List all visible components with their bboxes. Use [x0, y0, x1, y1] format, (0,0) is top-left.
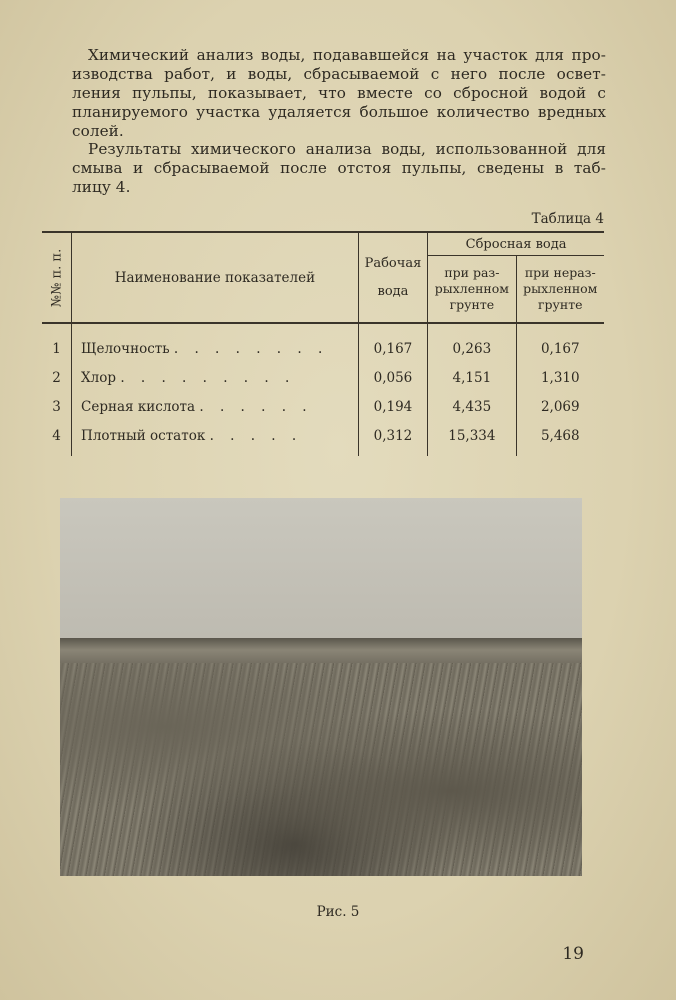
- row-work: 0,312: [358, 421, 427, 456]
- row-name-text: Хлор: [81, 369, 117, 386]
- header-num: [42, 232, 72, 323]
- header-unloose-soil: [516, 256, 604, 324]
- row-loose: 4,435: [428, 392, 516, 421]
- text-line: Химический анализ воды, подававшейся на участок для про-: [88, 46, 606, 64]
- text-line: лицу 4.: [72, 178, 131, 196]
- text-line: смыва и сбрасываемой после отстоя пульпы, сведены в таб-: [72, 159, 606, 177]
- header-name: Наименование показателей: [72, 232, 359, 323]
- row-unloose: 2,069: [516, 392, 604, 421]
- row-unloose: 5,468: [516, 421, 604, 456]
- paragraph-analysis: [72, 46, 606, 141]
- row-loose: 4,151: [428, 363, 516, 392]
- row-name: [72, 363, 359, 392]
- leader-dots: . . . . . . . .: [173, 340, 329, 357]
- row-loose: 15,334: [428, 421, 516, 456]
- paragraph-results: [72, 140, 606, 197]
- row-name: [72, 323, 359, 363]
- photo-ground: [60, 663, 582, 876]
- row-unloose: 0,167: [516, 323, 604, 363]
- table-row: [42, 363, 604, 392]
- row-name-text: Серная кислота: [81, 398, 196, 415]
- landscape-photo: [60, 498, 582, 876]
- header-work-line2: вода: [377, 283, 409, 299]
- row-num: 2: [52, 369, 61, 386]
- header-loose-l3: грунте: [449, 297, 495, 312]
- header-work-line1: Рабочая: [364, 255, 422, 271]
- table-row: [42, 323, 604, 363]
- leader-dots: . . . . . .: [199, 398, 313, 415]
- row-work: 0,167: [358, 323, 427, 363]
- table-caption: Таблица 4: [531, 211, 604, 227]
- header-unloose-l2: рыхленном: [523, 281, 598, 296]
- row-name: [72, 421, 359, 456]
- row-work: 0,194: [358, 392, 427, 421]
- leader-dots: . . . . . . . . .: [120, 369, 296, 386]
- text-line: изводства работ, и воды, сбрасываемой с него после освет-: [72, 65, 606, 83]
- header-unloose-l3: грунте: [538, 297, 583, 312]
- row-num: 1: [52, 340, 61, 357]
- header-unloose-l1: при нераз-: [524, 265, 596, 280]
- row-name: [72, 392, 359, 421]
- row-num: 3: [52, 398, 61, 415]
- header-loose-l2: рыхленном: [434, 281, 509, 296]
- photo-sky: [60, 498, 582, 648]
- header-work-water: [358, 232, 427, 323]
- page-number: 19: [562, 944, 584, 964]
- row-unloose: 1,310: [516, 363, 604, 392]
- text-line: Результаты химического анализа воды, использованной для: [88, 140, 606, 158]
- text-line: ления пульпы, показывает, что вместе со сбросной водой с: [72, 84, 606, 102]
- text-line: солей.: [72, 122, 124, 140]
- text-line: планируемого участка удаляется большое количество вредных: [72, 103, 606, 121]
- figure-caption: Рис. 5: [316, 904, 360, 920]
- water-analysis-table: [42, 231, 604, 456]
- row-num: 4: [52, 427, 61, 444]
- row-work: 0,056: [358, 363, 427, 392]
- row-name-text: Щелочность: [81, 340, 170, 357]
- header-num-label: №№ п. п.: [49, 248, 65, 307]
- header-loose-l1: при раз-: [444, 265, 500, 280]
- header-loose-soil: [428, 256, 516, 324]
- table-row: [42, 392, 604, 421]
- row-name-text: Плотный остаток: [81, 427, 206, 444]
- header-waste-water: Сбросная вода: [428, 232, 604, 256]
- row-loose: 0,263: [428, 323, 516, 363]
- leader-dots: . . . . .: [209, 427, 303, 444]
- table-row: [42, 421, 604, 456]
